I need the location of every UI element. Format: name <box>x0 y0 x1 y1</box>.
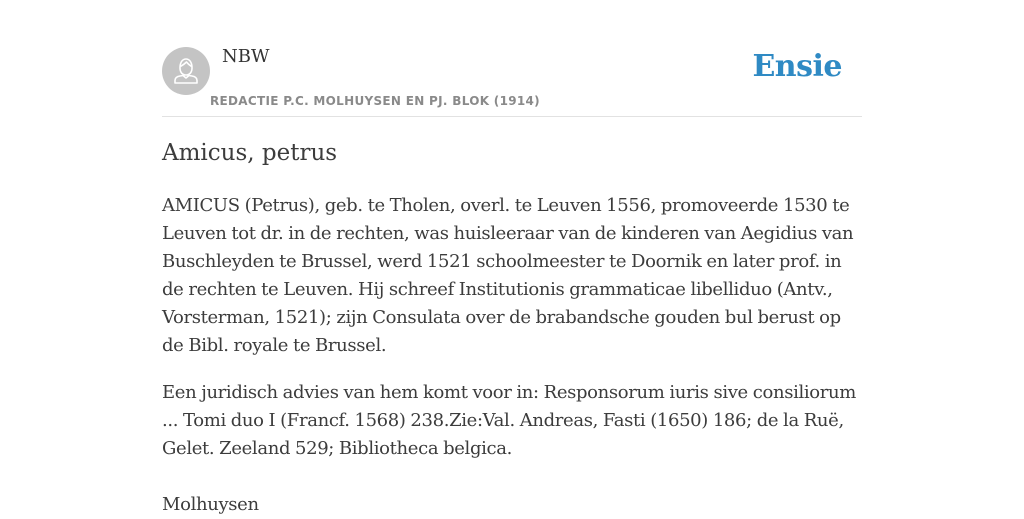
source-avatar[interactable] <box>162 47 210 95</box>
entry-container <box>162 0 862 515</box>
source-header <box>162 0 862 117</box>
source-name-link[interactable]: NBW <box>222 46 270 67</box>
entry-paragraph-1: AMICUS (Petrus), geb. te Tholen, overl. te Leuven 1556, promoveerde 1530 te Leuven tot dr. in de rechten, was huisleeraar van de kinderen van Aegidius van Buschleyden te Brussel, werd 1521 schoolmeester te Doornik en later prof. in de rechten te Leuven. Hij schreef Institutionis grammaticae libelliduo (Antv., Vorsterman, 1521); zijn Consulata over de brabandsche gouden bul berust op de Bibl. royale te Brussel. <box>162 195 854 356</box>
entry-author: Molhuysen <box>162 494 259 515</box>
entry-paragraph-2: Een juridisch advies van hem komt voor in: Responsorum iuris sive consiliorum ... Tomi duo I (Francf. 1568) 238.Zie:Val. Andreas, Fasti (1650) 186; de la Ruë, Gelet. Zeeland 529; Bibliotheca belgica. <box>162 382 857 459</box>
source-subtitle: REDACTIE P.C. MOLHUYSEN EN PJ. BLOK (1914) <box>210 94 540 108</box>
entry-title: Amicus, petrus <box>162 140 338 166</box>
user-placeholder-icon <box>162 47 210 95</box>
ensie-logo[interactable]: Ensie <box>752 49 842 84</box>
